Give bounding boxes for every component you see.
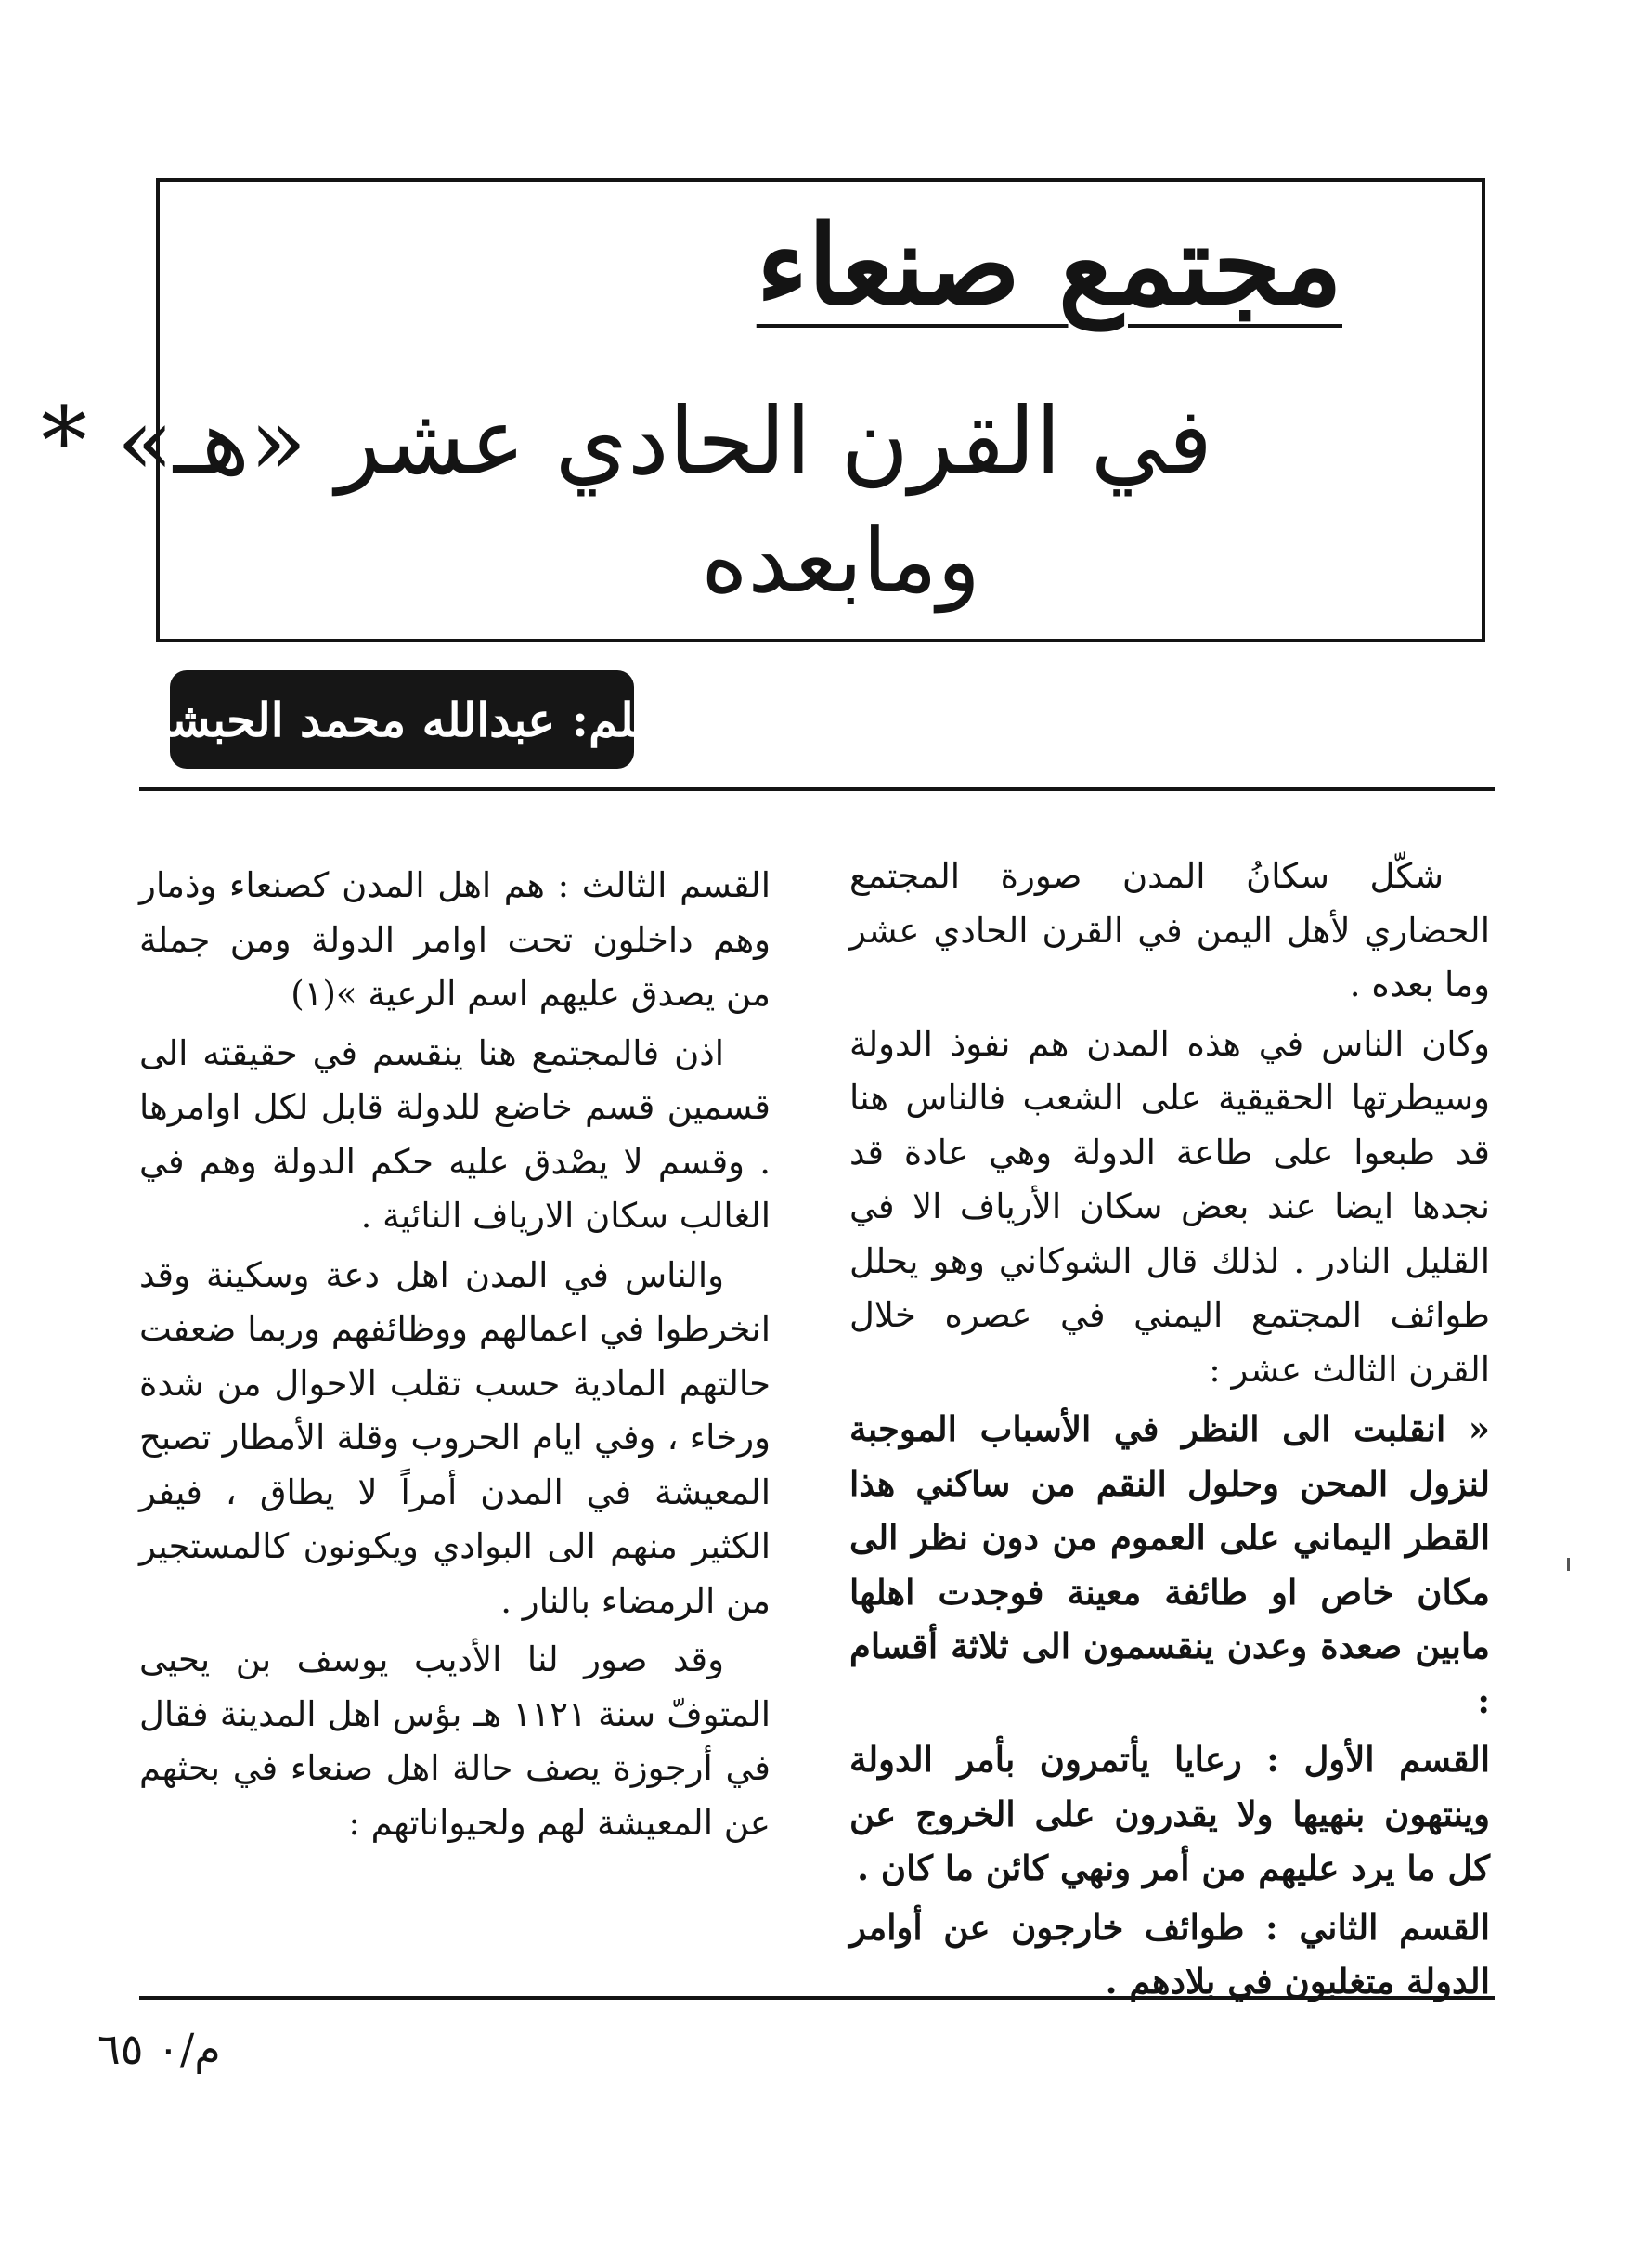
- article-subtitle: في القرن الحادي عشر «هـ» *: [40, 387, 1212, 496]
- paragraph: اذن فالمجتمع هنا ينقسم في حقيقته الى قسمين قسم خاضع للدولة قابل لكل اوامرها . وقسم لا يصْدق عليه حكم الدولة وهم في الغالب سكان الارياف النائية .: [139, 1032, 771, 1236]
- quote-paragraph: « انقلبت الى النظر في الأسباب الموجبة لنزول المحن وحلول النقم من ساكني هذا القطر اليماني على العموم من دون نظر الى مكان خاص او طائفة معينة فوجدت اهلها مابين صعدة وعدن ينقسمون الى ثلاثة أقسام :: [849, 1408, 1490, 1721]
- left-column: [139, 859, 771, 1855]
- bottom-divider: [139, 1996, 1495, 2000]
- quote-part-three: القسم الثالث : هم اهل المدن كصنعاء وذمار وهم داخلون تحت اوامر الدولة ومن جملة من يصدق عليهم اسم الرعية »(١): [139, 865, 771, 1014]
- page-number: م/٠ ٦٥: [97, 2024, 221, 2074]
- author-byline-text: بقلم: عبدالله محمد الحبشي: [132, 692, 672, 747]
- scan-mark: [1567, 1558, 1570, 1571]
- paragraph: وقد صور لنا الأديب يوسف بن يحيى المتوفّ سنة ١١٢١ هـ بؤس اهل المدينة فقال في أرجوزة يصف حالة اهل صنعاء في بحثهم عن المعيشة لهم ولحيواناتهم :: [139, 1639, 771, 1843]
- quote-part-one: القسم الأول : رعايا يأتمرون بأمر الدولة وينتهون بنهيها ولا يقدرون على الخروج عن كل ما يرد عليهم من أمر ونهي كائن ما كان .: [849, 1739, 1490, 1888]
- quote-part-two: القسم الثاني : طوائف خارجون عن أوامر الدولة متغلبون في بلادهم .: [849, 1906, 1490, 2002]
- article-subtitle-continued: ومابعده: [701, 509, 980, 613]
- author-byline: [132, 670, 672, 769]
- paragraph: شكّل سكانُ المدن صورة المجتمع الحضاري لأهل اليمن في القرن الحادي عشر وما بعده .: [849, 856, 1490, 1004]
- top-divider: [139, 787, 1495, 791]
- title-box: [40, 178, 1485, 642]
- right-column: [849, 849, 1490, 2014]
- article-title: مجتمع صنعاء: [756, 201, 1342, 330]
- paragraph: وكان الناس في هذه المدن هم نفوذ الدولة وسيطرتها الحقيقية على الشعب فالناس هنا قد طبعوا على طاعة الدولة وهي عادة قد نجدها ايضا عند بعض سكان الأرياف الا في القليل النادر . لذلك قال الشوكاني وهو يحلل طوائف المجتمع اليمني في عصره خلال القرن الثالث عشر :: [849, 1023, 1490, 1390]
- paragraph: والناس في المدن اهل دعة وسكينة وقد انخرطوا في اعمالهم ووظائفهم وربما ضعفت حالتهم المادية حسب تقلب الاحوال من شدة ورخاء ، وفي ايام الحروب وقلة الأمطار تصبح المعيشة في المدن أمراً لا يطاق ، فيفر الكثير منهم الى البوادي ويكونون كالمستجير من الرمضاء بالنار .: [139, 1254, 771, 1621]
